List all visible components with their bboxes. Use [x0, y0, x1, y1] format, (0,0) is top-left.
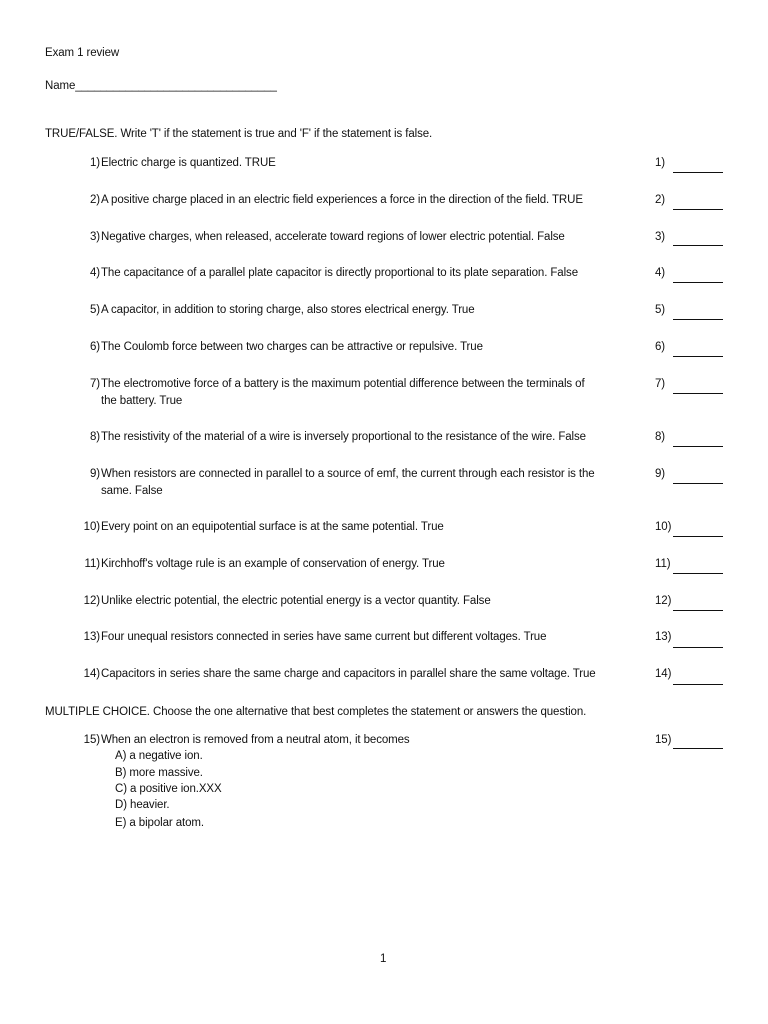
- question-text: Unlike electric potential, the electric potential energy is a vector quantity. False: [101, 595, 491, 607]
- question-text: When an electron is removed from a neutral atom, it becomes: [101, 734, 410, 746]
- question-number: 13): [83, 631, 100, 643]
- answer-blank[interactable]: [673, 172, 723, 173]
- answer-number: 14): [655, 668, 672, 680]
- answer-blank[interactable]: [673, 245, 723, 246]
- question-number: 11): [84, 558, 100, 570]
- choice-c: C) a positive ion.XXX: [115, 783, 222, 795]
- answer-number: 1): [655, 157, 666, 169]
- answer-blank[interactable]: [673, 684, 723, 685]
- answer-blank[interactable]: [673, 647, 723, 648]
- question-text: Negative charges, when released, accelerate toward regions of lower electric potential. False: [101, 231, 565, 243]
- answer-blank[interactable]: [673, 748, 723, 749]
- answer-blank[interactable]: [673, 319, 723, 320]
- question-number: 9): [89, 468, 100, 480]
- question-number: 15): [83, 734, 100, 746]
- question-text: The electromotive force of a battery is the maximum potential difference between the terminals of: [101, 378, 585, 390]
- answer-number: 15): [655, 734, 672, 746]
- question-text: The resistivity of the material of a wire is inversely proportional to the resistance of the wire. False: [101, 431, 586, 443]
- mc-instructions: MULTIPLE CHOICE. Choose the one alternative that best completes the statement or answers the question.: [45, 706, 587, 718]
- question-text: The capacitance of a parallel plate capacitor is directly proportional to its plate separation. False: [101, 267, 579, 279]
- question-number: 12): [83, 595, 100, 607]
- answer-blank[interactable]: [673, 282, 723, 283]
- answer-number: 3): [655, 231, 666, 243]
- answer-blank[interactable]: [673, 393, 723, 394]
- question-number: 5): [89, 304, 100, 316]
- question-number: 10): [83, 521, 100, 533]
- answer-blank[interactable]: [673, 483, 723, 484]
- question-text: Every point on an equipotential surface is at the same potential. True: [101, 521, 444, 533]
- choice-a: A) a negative ion.: [115, 750, 203, 762]
- answer-number: 13): [655, 631, 672, 643]
- question-number: 3): [89, 231, 100, 243]
- answer-number: 2): [655, 194, 666, 206]
- answer-number: 8): [655, 431, 666, 443]
- answer-blank[interactable]: [673, 536, 723, 537]
- question-number: 6): [89, 341, 100, 353]
- question-text: A positive charge placed in an electric field experiences a force in the direction of the field. TRUE: [101, 194, 583, 206]
- answer-blank[interactable]: [673, 209, 723, 210]
- question-number: 4): [89, 267, 100, 279]
- answer-number: 4): [655, 267, 666, 279]
- choice-b: B) more massive.: [115, 767, 203, 779]
- answer-number: 12): [655, 595, 672, 607]
- page-number: 1: [380, 953, 387, 965]
- choice-e: E) a bipolar atom.: [115, 817, 204, 829]
- answer-blank[interactable]: [673, 573, 723, 574]
- exam-title: Exam 1 review: [45, 47, 120, 59]
- question-text: Kirchhoff's voltage rule is an example of conservation of energy. True: [101, 558, 445, 570]
- question-number: 8): [89, 431, 100, 443]
- answer-number: 11): [655, 558, 671, 570]
- answer-number: 6): [655, 341, 666, 353]
- question-text-continued: same. False: [101, 485, 163, 497]
- answer-blank[interactable]: [673, 610, 723, 611]
- answer-blank[interactable]: [673, 356, 723, 357]
- question-number: 7): [89, 378, 100, 390]
- question-text: A capacitor, in addition to storing charge, also stores electrical energy. True: [101, 304, 475, 316]
- answer-number: 5): [655, 304, 666, 316]
- tf-instructions: TRUE/FALSE. Write 'T' if the statement is true and 'F' if the statement is false.: [45, 128, 433, 140]
- question-text: Four unequal resistors connected in series have same current but different voltages. True: [101, 631, 547, 643]
- choice-d: D) heavier.: [115, 799, 170, 811]
- question-text: Capacitors in series share the same charge and capacitors in parallel share the same voltage. True: [101, 668, 596, 680]
- question-text-continued: the battery. True: [101, 395, 183, 407]
- question-number: 2): [89, 194, 100, 206]
- answer-number: 10): [655, 521, 672, 533]
- answer-number: 9): [655, 468, 666, 480]
- question-text: The Coulomb force between two charges can be attractive or repulsive. True: [101, 341, 483, 353]
- question-text: When resistors are connected in parallel to a source of emf, the current through each resistor is the: [101, 468, 595, 480]
- answer-blank[interactable]: [673, 446, 723, 447]
- question-number: 1): [89, 157, 100, 169]
- question-number: 14): [83, 668, 100, 680]
- name-field[interactable]: Name________________________________: [45, 80, 277, 92]
- answer-number: 7): [655, 378, 666, 390]
- question-text: Electric charge is quantized. TRUE: [101, 157, 276, 169]
